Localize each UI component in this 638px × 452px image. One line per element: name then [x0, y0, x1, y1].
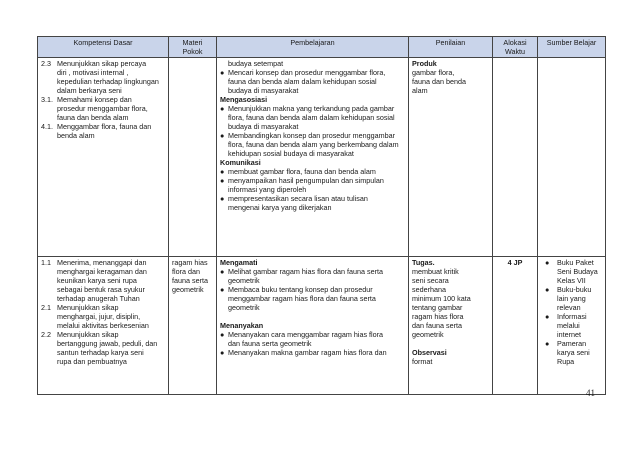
black-dot-icon: ● — [545, 312, 550, 321]
cell-kompetensi-dasar — [38, 58, 169, 257]
list-item: ● Membaca buku tentang konsep dan prosedur menggambar ragam hias flora dan fauna serta geometrik — [220, 285, 376, 312]
table-row — [38, 58, 606, 257]
header-pembelajaran: Pembelajaran — [217, 37, 409, 58]
list-item: ● Buku Paket Seni Budaya Kelas VII — [545, 258, 598, 285]
syllabus-table — [37, 36, 606, 395]
list-item: ● Menanyakan cara menggambar ragam hias flora dan fauna serta geometrik — [220, 330, 384, 348]
header-materi-pokok: Materi Pokok — [169, 37, 217, 58]
cell-sumber-belajar — [538, 58, 606, 257]
black-dot-icon: ● — [220, 176, 225, 185]
table-header-row — [38, 37, 606, 58]
cell-sumber-belajar — [538, 257, 606, 395]
kd-item: 3.1. Memahami konsep dan prosedur menggambar flora, fauna dan benda alam — [41, 95, 148, 122]
cell-alokasi-waktu — [493, 58, 538, 257]
black-dot-icon: ● — [545, 285, 550, 294]
black-dot-icon: ● — [220, 267, 225, 276]
list-item: ● Informasi melalui internet — [545, 312, 587, 339]
header-kompetensi-dasar: Kompetensi Dasar — [38, 37, 169, 58]
list-item: ● Membandingkan konsep dan prosedur menggambar flora, fauna dan benda alam yang berkembang dalam kehidupan sosial budaya di masyarakat — [220, 131, 399, 158]
cell-alokasi-waktu: 4 JP — [493, 257, 538, 395]
list-item: ● Pameran karya seni Rupa — [545, 339, 590, 366]
kd-item: 4.1. Menggambar flora, fauna dan benda alam — [41, 122, 152, 140]
cell-materi-pokok: ragam hias flora dan fauna serta geometrik — [169, 257, 217, 395]
cell-penilaian: Produk gambar flora, fauna dan benda alam — [409, 58, 493, 257]
table-row — [38, 257, 606, 395]
list-item: ● menyampaikan hasil pengumpulan dan simpulan informasi yang diperoleh — [220, 176, 384, 194]
header-penilaian: Penilaian — [409, 37, 493, 58]
penilaian-title: Observasi — [412, 348, 447, 357]
black-dot-icon: ● — [545, 258, 550, 267]
page-number: 41 — [586, 388, 595, 398]
list-item: ● Menunjukkan makna yang terkandung pada gambar flora, fauna dan benda alam dalam kehidupan sosial budaya di masyarakat — [220, 104, 395, 131]
cell-kompetensi-dasar — [38, 257, 169, 395]
cell-pembelajaran: budaya setempat ● Mencari konsep dan prosedur menggambar flora, fauna dan benda alam dalam kehidupan sosial budaya di masyarakat Mengasosiasi ● Menunjukkan makna yang terkandung pada gambar flora, fauna dan benda alam dalam kehidupan sosial budaya di masyarakat ● Membandingkan konsep dan prosedur menggambar flora, fauna dan benda alam yang berkembang dalam kehidupan sosial budaya di masyarakat Komunikasi ● membuat gambar flora, fauna dan benda alam ● menyampaikan hasil pengumpulan dan simpulan informasi yang diperoleh ● mempresentasikan secara lisan atau tulisan mengenai karya yang dikerjakan — [217, 58, 409, 257]
header-alokasi-waktu: Alokasi Waktu — [493, 37, 538, 58]
black-dot-icon: ● — [545, 339, 550, 348]
penilaian-title: Tugas. — [412, 258, 435, 267]
section-title-komunikasi: Komunikasi — [220, 158, 261, 167]
header-sumber-belajar: Sumber Belajar — [538, 37, 606, 58]
kd-item: 2.1 Menunjukkan sikap menghargai, jujur, disiplin, melalui aktivitas berkesenian — [41, 303, 149, 330]
section-title-mengamati: Mengamati — [220, 258, 258, 267]
list-item: ● Menanyakan makna gambar ragam hias flora dan — [220, 348, 387, 357]
section-title-mengasosiasi: Mengasosiasi — [220, 95, 268, 104]
black-dot-icon: ● — [220, 167, 225, 176]
black-dot-icon: ● — [220, 348, 225, 357]
section-title-menanyakan: Menanyakan — [220, 321, 264, 330]
list-item: ● mempresentasikan secara lisan atau tulisan mengenai karya yang dikerjakan — [220, 194, 368, 212]
cell-materi-pokok — [169, 58, 217, 257]
black-dot-icon: ● — [220, 131, 225, 140]
penilaian-title: Produk — [412, 59, 437, 68]
black-dot-icon: ● — [220, 104, 225, 113]
kd-item: 2.3 Menunjukkan sikap percaya diri , motivasi internal , kepedulian terhadap lingkungan dalam berkarya seni — [41, 59, 159, 95]
cell-pembelajaran — [217, 257, 409, 395]
cell-penilaian: Tugas. membuat kritik seni secara sederhana minimum 100 kata tentang gambar ragam hias flora dan fauna serta geometrik Observasi format — [409, 257, 493, 395]
black-dot-icon: ● — [220, 194, 225, 203]
black-dot-icon: ● — [220, 68, 225, 77]
kd-item: 2.2 Menunjukkan sikap bertanggung jawab, peduli, dan santun terhadap karya seni rupa dan pembuatnya — [41, 330, 158, 366]
kd-item: 1.1 Menerima, menanggapi dan menghargai keragaman dan keunikan karya seni rupa sebagai bentuk rasa syukur terhadap anugerah Tuhan — [41, 258, 147, 303]
list-item: ● Buku-buku lain yang relevan — [545, 285, 592, 312]
black-dot-icon: ● — [220, 330, 225, 339]
list-item: ● Melihat gambar ragam hias flora dan fauna serta geometrik — [220, 267, 384, 285]
list-item: ● membuat gambar flora, fauna dan benda alam — [220, 167, 376, 176]
list-item: ● Mencari konsep dan prosedur menggambar flora, fauna dan benda alam dalam kehidupan sosial budaya di masyarakat — [220, 68, 386, 95]
black-dot-icon: ● — [220, 285, 225, 294]
